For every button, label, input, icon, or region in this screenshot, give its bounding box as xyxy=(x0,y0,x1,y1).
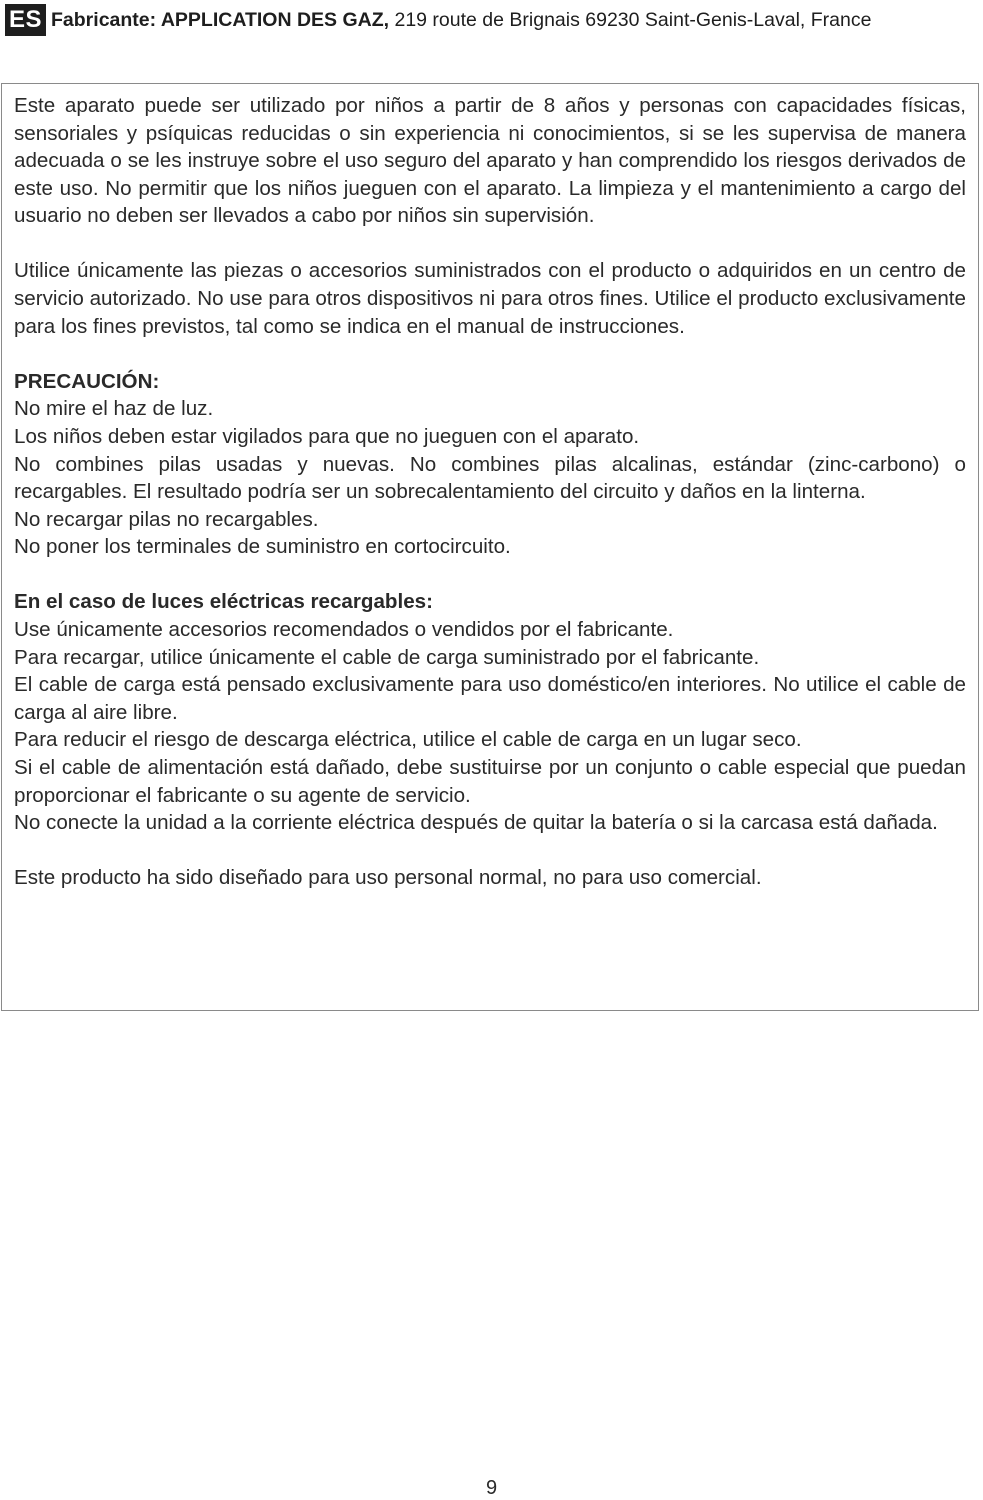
language-badge: ES xyxy=(5,4,46,36)
manufacturer-line xyxy=(51,9,871,32)
caution-line: No recargar pilas no recargables. xyxy=(14,507,319,531)
caution-line: No combines pilas usadas y nuevas. No combines pilas alcalinas, estándar (zinc-carbono) o recargables. El resultado podría ser un sobrecalentamiento del circuito y daños en la linterna. xyxy=(14,452,966,504)
caution-line: No mire el haz de luz. xyxy=(14,397,214,421)
manufacturer-label: Fabricante: APPLICATION DES GAZ, xyxy=(51,8,390,31)
manufacturer-header xyxy=(5,4,871,36)
rechargeable-line: No conecte la unidad a la corriente eléctrica después de quitar la batería o si la carcasa está dañada. xyxy=(14,811,938,835)
accessories-paragraph: Utilice únicamente las piezas o accesorios suministrados con el producto o adquiridos en un centro de servicio autorizado. No use para otros dispositivos ni para otros fines. Utilice el producto exclusivamente para los fines previstos, tal como se indica en el manual de instrucciones. xyxy=(14,259,966,338)
rechargeable-line: Use únicamente accesorios recomendados o vendidos por el fabricante. xyxy=(14,618,674,641)
rechargeable-section xyxy=(14,588,966,836)
caution-line: No poner los terminales de suministro en cortocircuito. xyxy=(14,535,511,559)
intro-paragraph: Este aparato puede ser utilizado por niños a partir de 8 años y personas con capacidades físicas, sensoriales y psíquicas reducidas o sin experiencia ni conocimientos, si se les supervisa de manera adecuada o se les instruye sobre el uso seguro del aparato y han comprendido los riesgos derivados de este uso. No permitir que los niños jueguen con el aparato. La limpieza y el mantenimiento a cargo del usuario no deben ser llevados a cabo por niños sin supervisión. xyxy=(14,94,966,228)
page-number: 9 xyxy=(485,1477,498,1499)
closing-paragraph: Este producto ha sido diseñado para uso personal normal, no para uso comercial. xyxy=(14,866,762,890)
caution-line: Los niños deben estar vigilados para que no jueguen con el aparato. xyxy=(14,424,640,448)
rechargeable-line: El cable de carga está pensado exclusivamente para uso doméstico/en interiores. No utilice el cable de carga al aire libre. xyxy=(14,673,966,724)
manufacturer-address: 219 route de Brignais 69230 Saint-Genis-Laval, France xyxy=(389,8,872,31)
rechargeable-line: Para recargar, utilice únicamente el cable de carga suministrado por el fabricante. xyxy=(14,645,760,669)
rechargeable-title: En el caso de luces eléctricas recargables: xyxy=(14,590,433,614)
caution-title: PRECAUCIÓN: xyxy=(14,369,160,393)
safety-instructions-box xyxy=(1,83,979,1011)
caution-section xyxy=(14,368,966,561)
rechargeable-line: Si el cable de alimentación está dañado, debe sustituirse por un conjunto o cable especial que puedan proporcionar el fabricante o su agente de servicio. xyxy=(14,755,966,807)
rechargeable-line: Para reducir el riesgo de descarga eléctrica, utilice el cable de carga en un lugar seco. xyxy=(14,728,802,752)
